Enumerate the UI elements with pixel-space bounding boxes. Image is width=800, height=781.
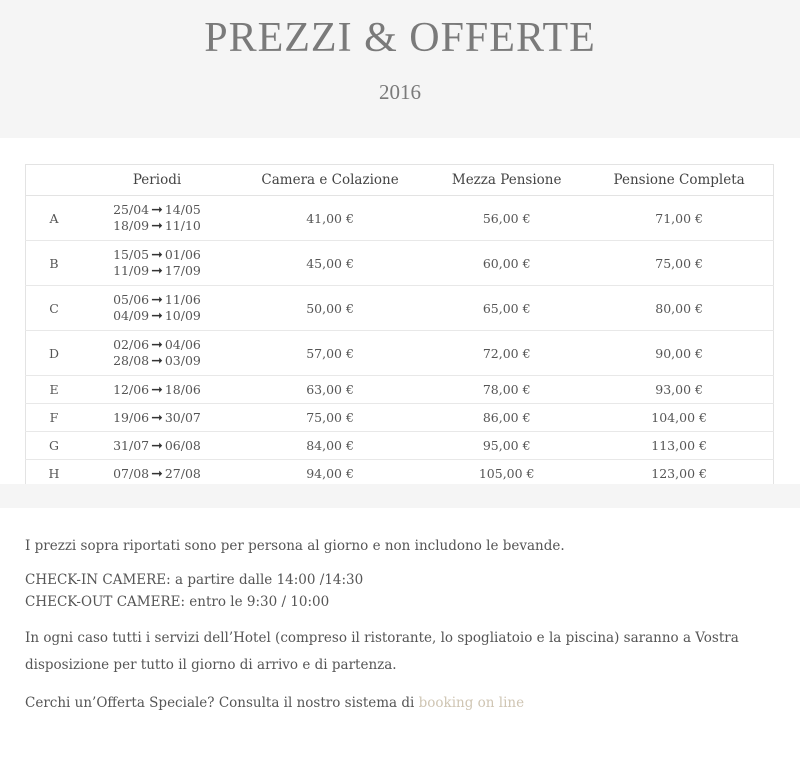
price-full-board: 71,00 €: [585, 196, 773, 241]
page-subtitle-year: 2016: [379, 80, 421, 104]
arrow-right-icon: ➞: [151, 381, 163, 398]
row-periods: [82, 331, 232, 376]
row-letter: E: [26, 376, 83, 404]
period-end: 04/06: [164, 337, 201, 352]
price-bed-breakfast: 94,00 €: [232, 460, 428, 488]
price-full-board: 113,00 €: [585, 432, 773, 460]
period-end: 03/09: [164, 353, 201, 368]
table-row: [26, 196, 774, 241]
table-header-row: [26, 165, 774, 196]
row-letter: C: [26, 286, 83, 331]
page-header: [0, 0, 800, 138]
row-periods: [82, 241, 232, 286]
arrow-right-icon: ➞: [151, 247, 163, 263]
column-header-periods: Periodi: [82, 165, 232, 196]
special-offer-label: Cerchi un’Offerta Speciale? Consulta il nostro sistema di: [25, 695, 419, 711]
row-periods: [82, 286, 232, 331]
row-letter: H: [26, 460, 83, 488]
period-start: 05/06: [113, 292, 150, 307]
period-range: [82, 466, 232, 482]
period-range: [82, 353, 232, 369]
price-half-board: 86,00 €: [428, 404, 585, 432]
period-end: 11/10: [164, 218, 201, 233]
arrow-right-icon: ➞: [151, 218, 163, 234]
row-periods: [82, 404, 232, 432]
row-letter: A: [26, 196, 83, 241]
row-periods: [82, 376, 232, 404]
table-row: [26, 432, 774, 460]
period-end: 30/07: [164, 409, 201, 425]
row-letter: D: [26, 331, 83, 376]
price-full-board: 123,00 €: [585, 460, 773, 488]
special-offer-text: [25, 692, 775, 714]
table-row: [26, 241, 774, 286]
price-full-board: 90,00 €: [585, 331, 773, 376]
column-header-half-board: Mezza Pensione: [428, 165, 585, 196]
booking-online-link[interactable]: booking on line: [418, 695, 525, 711]
services-info: In ogni caso tutti i servizi dell’Hotel (compreso il ristorante, lo spogliatoio e la piscina) saranno a Vostra disposizione per tutto il giorno di arrivo e di partenza.: [25, 630, 739, 673]
row-letter: G: [26, 432, 83, 460]
price-full-board: 104,00 €: [585, 404, 773, 432]
price-half-board: 72,00 €: [428, 331, 585, 376]
price-half-board: 60,00 €: [428, 241, 585, 286]
price-bed-breakfast: 41,00 €: [232, 196, 428, 241]
price-table-body: [26, 196, 774, 488]
row-periods: [82, 196, 232, 241]
period-start: 28/08: [113, 353, 150, 368]
arrow-right-icon: ➞: [151, 353, 163, 369]
price-bed-breakfast: 84,00 €: [232, 432, 428, 460]
period-range: [82, 308, 232, 324]
arrow-right-icon: ➞: [151, 202, 163, 218]
price-half-board: 105,00 €: [428, 460, 585, 488]
table-row: [26, 286, 774, 331]
row-periods: [82, 432, 232, 460]
price-bed-breakfast: 75,00 €: [232, 404, 428, 432]
section-divider-band: [0, 484, 800, 508]
period-end: 14/05: [164, 202, 201, 217]
row-letter: B: [26, 241, 83, 286]
checkin-info: CHECK-IN CAMERE: a partire dalle 14:00 /14:30: [25, 572, 364, 588]
price-half-board: 65,00 €: [428, 286, 585, 331]
period-start: 25/04: [113, 202, 150, 217]
period-start: 19/06: [113, 409, 150, 425]
page-title: PREZZI & OFFERTE: [204, 15, 596, 61]
price-full-board: 80,00 €: [585, 286, 773, 331]
period-start: 02/06: [113, 337, 150, 352]
period-range: [82, 263, 232, 279]
arrow-right-icon: ➞: [151, 465, 163, 482]
period-range: [82, 382, 232, 398]
arrow-right-icon: ➞: [151, 308, 163, 324]
price-full-board: 93,00 €: [585, 376, 773, 404]
price-bed-breakfast: 45,00 €: [232, 241, 428, 286]
period-range: [82, 292, 232, 308]
period-start: 04/09: [113, 308, 150, 323]
checkout-info: CHECK-OUT CAMERE: entro le 9:30 / 10:00: [25, 594, 330, 610]
arrow-right-icon: ➞: [151, 263, 163, 279]
price-bed-breakfast: 50,00 €: [232, 286, 428, 331]
period-start: 31/07: [113, 437, 150, 453]
row-letter: F: [26, 404, 83, 432]
period-start: 12/06: [113, 381, 150, 397]
period-start: 07/08: [113, 465, 150, 481]
prices-note: I prezzi sopra riportati sono per persona al giorno e non includono le bevande.: [25, 538, 565, 554]
price-half-board: 95,00 €: [428, 432, 585, 460]
period-range: [82, 218, 232, 234]
period-start: 18/09: [113, 218, 150, 233]
period-end: 18/06: [164, 381, 201, 397]
arrow-right-icon: ➞: [151, 409, 163, 426]
period-end: 10/09: [164, 308, 201, 323]
price-table-section: [0, 138, 800, 484]
period-end: 06/08: [164, 437, 201, 453]
price-half-board: 78,00 €: [428, 376, 585, 404]
period-range: [82, 410, 232, 426]
column-header-bed-breakfast: Camera e Colazione: [232, 165, 428, 196]
period-start: 15/05: [113, 247, 150, 262]
arrow-right-icon: ➞: [151, 337, 163, 353]
period-range: [82, 438, 232, 454]
info-section: [0, 508, 800, 714]
price-half-board: 56,00 €: [428, 196, 585, 241]
period-range: [82, 202, 232, 218]
price-bed-breakfast: 63,00 €: [232, 376, 428, 404]
period-end: 17/09: [164, 263, 201, 278]
arrow-right-icon: ➞: [151, 437, 163, 454]
price-table: [25, 164, 774, 488]
period-end: 01/06: [164, 247, 201, 262]
price-full-board: 75,00 €: [585, 241, 773, 286]
period-range: [82, 247, 232, 263]
column-header-full-board: Pensione Completa: [585, 165, 773, 196]
period-range: [82, 337, 232, 353]
table-row: [26, 376, 774, 404]
price-bed-breakfast: 57,00 €: [232, 331, 428, 376]
period-end: 27/08: [164, 465, 201, 481]
column-header-letter: [26, 165, 83, 196]
period-start: 11/09: [113, 263, 150, 278]
arrow-right-icon: ➞: [151, 292, 163, 308]
period-end: 11/06: [164, 292, 201, 307]
table-row: [26, 404, 774, 432]
table-row: [26, 331, 774, 376]
